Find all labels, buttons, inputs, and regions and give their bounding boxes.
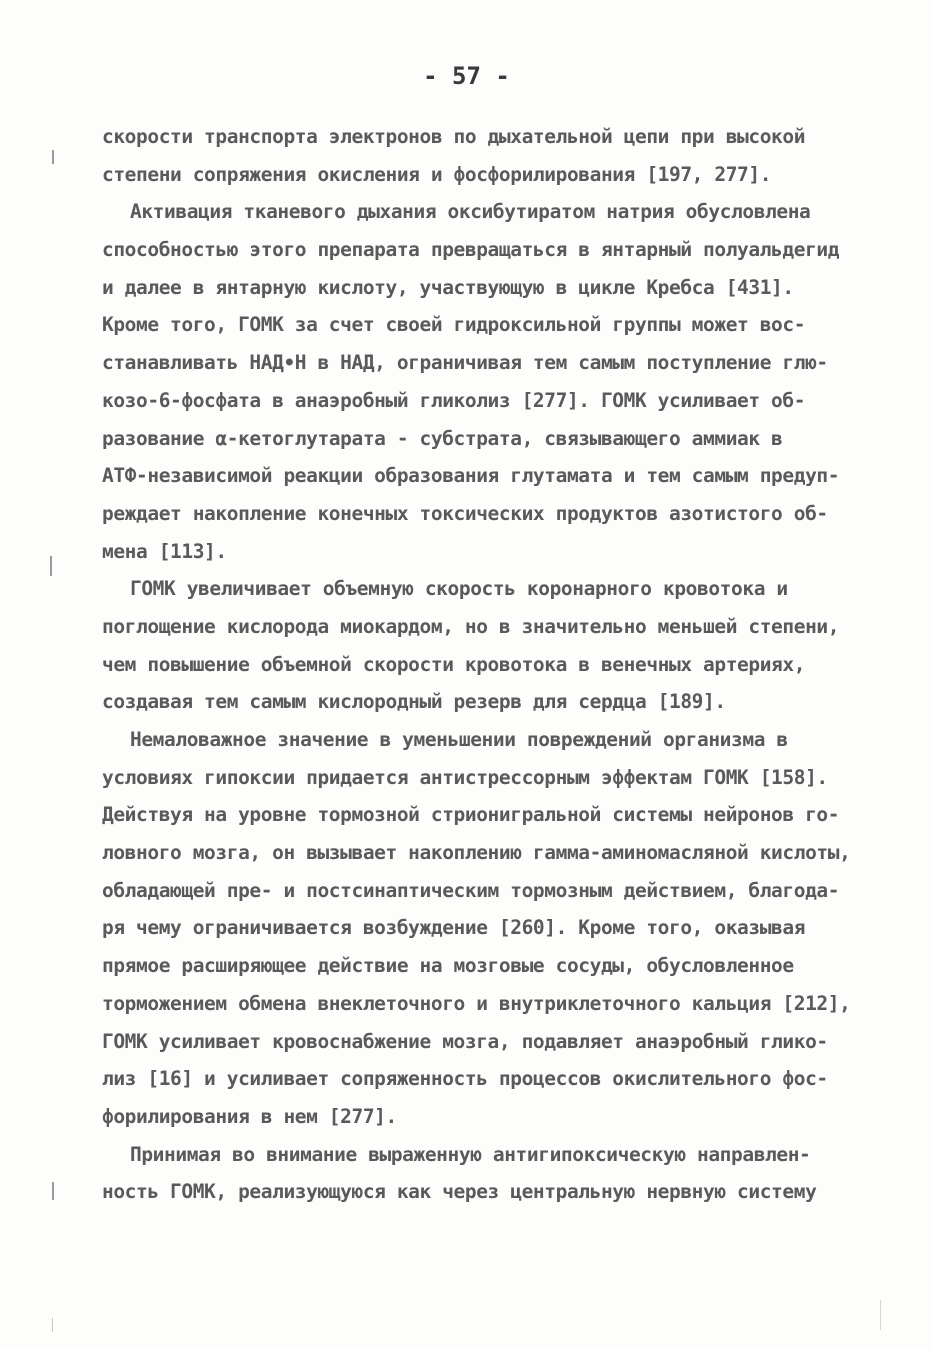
margin-mark: [52, 1182, 54, 1200]
text-line: форилирования в нем [277].: [102, 1104, 397, 1128]
text-line: прямое расширяющее действие на мозговые сосуды, обусловленное: [102, 954, 794, 978]
margin-mark: [880, 1300, 881, 1330]
text-line: способностью этого препарата превращаться в янтарный полуальдегид: [102, 238, 840, 262]
text-line: Принимая во внимание выраженную антигипоксическую направлен-: [130, 1142, 811, 1166]
text-line: торможением обмена внеклеточного и внутриклеточного кальция [212],: [102, 991, 851, 1015]
text-line: условиях гипоксии придается антистрессорным эффектам ГОМК [158].: [102, 765, 828, 789]
margin-mark: [52, 1318, 53, 1332]
text-line: создавая тем самым кислородный резерв для сердца [189].: [102, 690, 726, 714]
text-line: лиз [16] и усиливает сопряженность процессов окислительного фос-: [102, 1067, 828, 1091]
text-line: АТФ-независимой реакции образования глутамата и тем самым предуп-: [102, 464, 840, 488]
text-line: Активация тканевого дыхания оксибутиратом натрия обусловлена: [130, 200, 811, 224]
text-line: Действуя на уровне тормозной стрионигральной системы нейронов го-: [102, 803, 840, 827]
text-line: скорости транспорта электронов по дыхательной цепи при высокой: [102, 125, 806, 148]
text-line: станавливать НАД•Н в НАД, ограничивая тем самым поступление глю-: [102, 351, 828, 375]
text-line: ность ГОМК, реализующуюся как через центральную нервную систему: [102, 1180, 817, 1204]
text-line: ГОМК увеличивает объемную скорость коронарного кровотока и: [130, 577, 788, 601]
text-line: Немаловажное значение в уменьшении повреждений организма в: [130, 728, 788, 751]
text-line: чем повышение объемной скорости кровотока в венечных артериях,: [102, 652, 806, 676]
text-line: обладающей пре- и постсинаптическим тормозным действием, благода-: [102, 878, 840, 902]
text-line: козо-6-фосфата в анаэробный гликолиз [277]. ГОМК усиливает об-: [102, 388, 806, 412]
text-line: ловного мозга, он вызывает накоплению гамма-аминомасляной кислоты,: [102, 841, 851, 865]
text-line: степени сопряжения окисления и фосфорилирования [197, 277].: [102, 162, 772, 186]
text-line: ГОМК усиливает кровоснабжение мозга, подавляет анаэробный глико-: [102, 1029, 828, 1053]
text-line: ря чему ограничивается возбуждение [260]. Кроме того, оказывая: [102, 916, 806, 940]
text-line: Кроме того, ГОМК за счет своей гидроксильной группы может вос-: [102, 313, 806, 337]
text-line: поглощение кислорода миокардом, но в значительно меньшей степени,: [102, 614, 840, 638]
page-number: - 57 -: [423, 62, 510, 90]
text-line: мена [113].: [102, 539, 227, 563]
text-line: и далее в янтарную кислоту, участвующую в цикле Кребса [431].: [102, 275, 794, 299]
margin-mark: [50, 556, 52, 576]
text-line: разование α-кетоглутарата - субстрата, связывающего аммиак в: [102, 426, 783, 450]
text-body: [102, 118, 882, 1211]
margin-mark: [52, 150, 54, 164]
text-line: реждает накопление конечных токсических продуктов азотистого об-: [102, 501, 828, 525]
